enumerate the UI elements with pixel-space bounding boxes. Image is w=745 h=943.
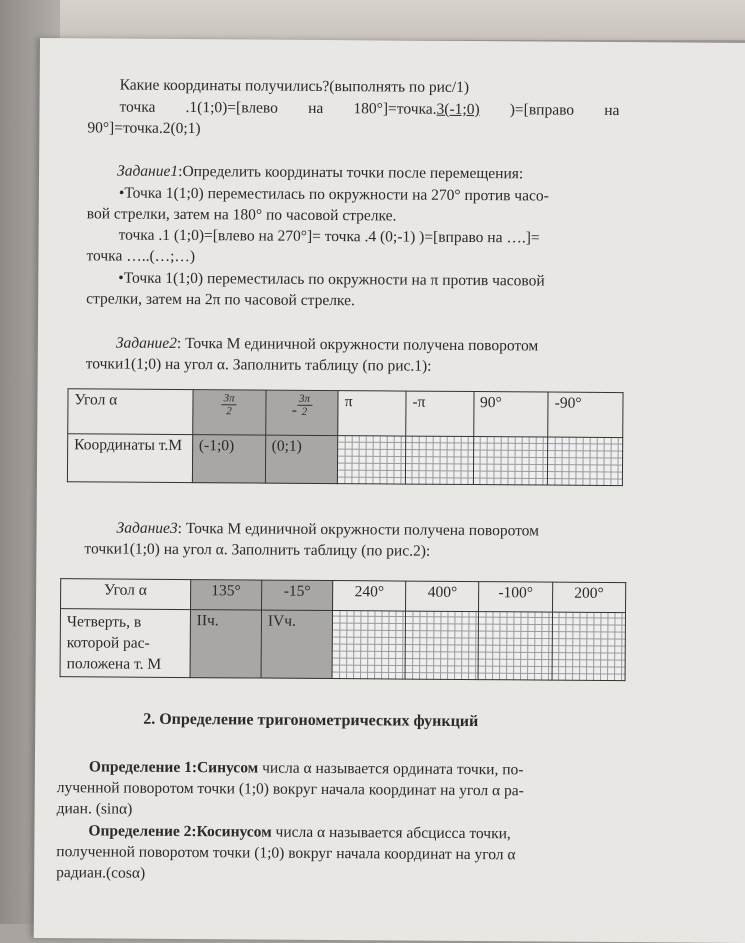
- task1-answer-line2: точка …..(…;…): [86, 247, 196, 266]
- task1-bullet1-line1: •Точка 1(1;0) переместилась по окружности на 270° против часо-: [118, 184, 549, 205]
- task3-table: [60, 578, 627, 681]
- table3-angle-200: 200°: [552, 582, 625, 613]
- table2-header-angle: Угол α: [68, 389, 193, 435]
- table3-header-angle: Угол α: [61, 579, 191, 610]
- table2-angle-neg-90: -90°: [548, 392, 623, 438]
- task3-title: Задание3: Точка М единичной окружности получена поворотом: [116, 519, 540, 540]
- table3-angle-neg15: -15°: [261, 580, 332, 610]
- definition2-line3: радиан.(cosα): [56, 864, 146, 882]
- question-title: Какие координаты получились?(выполнять по рис/1): [119, 76, 470, 96]
- background-top: [0, 0, 745, 40]
- table2-empty-cell[interactable]: [548, 437, 623, 486]
- table3-angle-neg100: -100°: [479, 582, 553, 613]
- task1-bullet2-line2: стрелки, затем на 2π по часовой стрелке.: [86, 290, 355, 310]
- definition2-line1: Определение 2:Косинусом числа α называется абсцисса точки,: [88, 822, 511, 843]
- table3-empty-cell[interactable]: [332, 611, 406, 680]
- task2-table: [67, 388, 624, 486]
- definition1-line1: Определение 1:Синусом числа α называется ордината точки, по-: [88, 758, 524, 779]
- table3-empty-cell[interactable]: [552, 612, 626, 681]
- table3-quarter-1: IIч.: [190, 610, 262, 678]
- definition1-line3: диан. (sinα): [56, 800, 133, 818]
- table3-empty-cell[interactable]: [478, 612, 552, 681]
- task1-answer-line1: точка .1 (1;0)=[влево на 270°]= точка .4 (0;-1) )=[вправо на ….]=: [118, 226, 540, 247]
- table2-angle-pi: π: [338, 391, 406, 436]
- section-heading: 2. Определение тригонометрических функций: [143, 710, 479, 731]
- table2-empty-cell[interactable]: [338, 436, 406, 484]
- task1-bullet1-line2: вой стрелки, затем на 180° по часовой стрелке.: [86, 205, 397, 225]
- definition1-line2: лученной поворотом точки (1;0) вокруг начала координат на угол α ра-: [56, 779, 524, 800]
- table2-angle-90: 90°: [473, 392, 548, 438]
- table2-empty-cell[interactable]: [405, 436, 473, 484]
- table3-empty-cell[interactable]: [405, 611, 479, 680]
- table3-angle-400: 400°: [406, 581, 479, 612]
- task3-text-line2: точки1(1;0) на угол α. Заполнить таблицу (по рис.2):: [84, 540, 431, 560]
- table2-header-coords: Координаты т.М: [67, 434, 192, 483]
- table2-empty-cell[interactable]: [473, 437, 548, 486]
- table2-angle-3pi-2: $\frac{3\pi}{2}$: [192, 390, 265, 436]
- table2-coord-1: (-1;0): [192, 435, 265, 484]
- document-page: [34, 38, 745, 943]
- question-line-2: 90°]=точка.2(0;1): [87, 119, 201, 138]
- definition2-line2: полученной поворотом точки (1;0) вокруг начала координат на угол α: [56, 843, 516, 864]
- question-line-1: точка .1(1;0)=[влево на 180°]=точка.3(-1;0) )=[вправо на: [119, 98, 620, 120]
- task1-title: Задание1:Определить координаты точки после перемещения:: [117, 162, 524, 183]
- task2-text-line2: точки1(1;0) на угол α. Заполнить таблицу (по рис.1):: [85, 355, 432, 375]
- table3-header-quarter: Четверть, в которой рас-положена т. М: [60, 609, 190, 678]
- task1-bullet2-line1: •Точка 1(1;0) переместилась по окружности на π против часовой: [118, 269, 545, 290]
- table2-angle-neg-pi: -π: [406, 391, 474, 436]
- table3-angle-240: 240°: [333, 581, 406, 612]
- table2-coord-2: (0;1): [265, 435, 338, 484]
- table2-angle-neg-3pi-2: - $\frac{3\pi}{2}$: [265, 390, 338, 436]
- table3-quarter-2: IVч.: [261, 610, 333, 678]
- task2-title: Задание2: Точка М единичной окружности получена поворотом: [115, 334, 539, 355]
- table3-angle-135: 135°: [190, 580, 261, 610]
